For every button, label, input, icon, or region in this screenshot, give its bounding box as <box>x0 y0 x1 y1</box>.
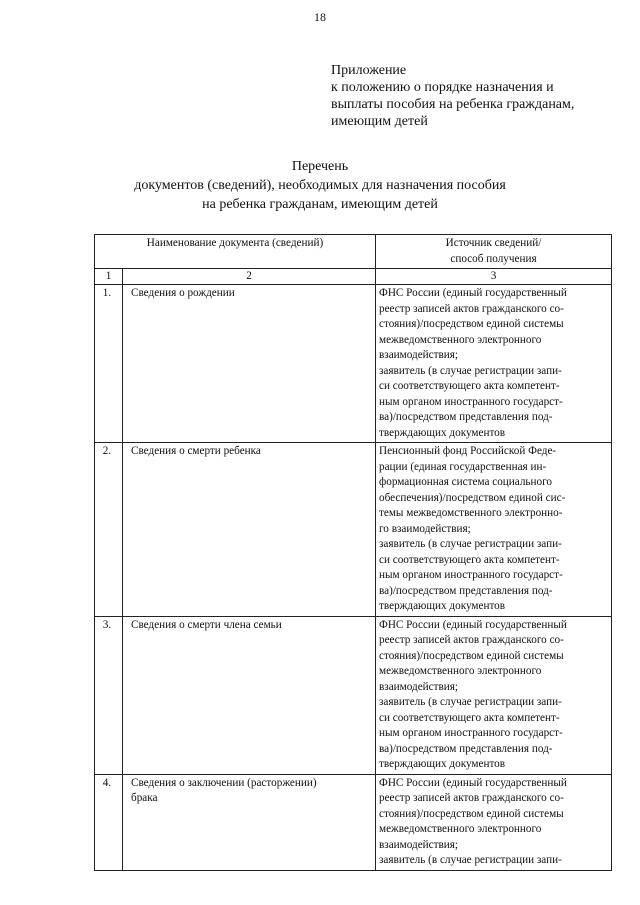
title-line: Перечень <box>291 159 349 174</box>
row-number: 2. <box>95 443 123 617</box>
source-line: Пенсионный фонд Российской Феде- <box>379 445 557 457</box>
source-line: межведомственного электронного <box>379 823 542 835</box>
column-numbers-row <box>95 269 612 285</box>
source-line: ва)/посредством представления под- <box>379 411 553 423</box>
source-line: заявитель (в случае регистрации запи- <box>379 364 562 377</box>
source-cell <box>376 443 612 617</box>
source-line: взаимодействия; <box>379 838 459 851</box>
document-title <box>60 157 580 214</box>
column-number: 2 <box>123 269 376 285</box>
source-line: взаимодействия; <box>379 349 459 361</box>
appendix-line: выплаты пособия на ребенка гражданам, <box>331 97 575 112</box>
appendix-heading <box>331 62 631 130</box>
source-line: межведомственного электронного <box>379 333 542 346</box>
table-header-row <box>95 235 612 269</box>
page-number: 18 <box>314 10 326 24</box>
source-line: ФНС России (единый государственный <box>379 776 567 789</box>
table-row <box>95 616 612 774</box>
source-line: ным органом иностранного государст- <box>379 727 563 739</box>
source-cell <box>376 616 612 774</box>
source-line: реестр записей актов гражданского со- <box>379 634 564 646</box>
source-line: реестр записей актов гражданского со- <box>379 792 564 804</box>
title-line: документов (сведений), необходимых для назначения пособия <box>134 178 506 193</box>
source-line: темы межведомственного электронно- <box>379 507 563 519</box>
appendix-line: Приложение <box>331 63 407 78</box>
header-source-line: Источник сведений/ <box>445 237 542 249</box>
header-source-line: способ получения <box>450 252 537 265</box>
source-line: си соответствующего акта компетент- <box>379 711 560 724</box>
column-number: 3 <box>376 269 612 285</box>
column-number: 1 <box>95 269 123 285</box>
row-number: 4. <box>95 774 123 870</box>
appendix-line: имеющим детей <box>331 114 428 129</box>
table-row <box>95 443 612 617</box>
document-name-line: Сведения о заключении (расторжении) <box>131 776 317 789</box>
source-line: стояния)/посредством единой системы <box>379 649 564 662</box>
source-line: ва)/посредством представления под- <box>379 742 553 755</box>
row-number: 3. <box>95 616 123 774</box>
source-line: ва)/посредством представления под- <box>379 584 553 597</box>
source-line: межведомственного электронного <box>379 665 542 677</box>
document-name: Сведения о рождении <box>123 285 376 443</box>
title-line: на ребенка гражданам, имеющим детей <box>202 197 438 212</box>
source-line: тверждающих документов <box>379 426 506 439</box>
source-line: заявитель (в случае регистрации запи- <box>379 538 562 550</box>
source-line: реестр записей актов гражданского со- <box>379 302 564 315</box>
source-line: тверждающих документов <box>379 758 506 770</box>
source-line: го взаимодействия; <box>379 522 471 535</box>
source-line: взаимодействия; <box>379 680 459 693</box>
source-line: си соответствующего акта компетент- <box>379 380 560 392</box>
table-row <box>95 774 612 870</box>
document-name: Сведения о смерти ребенка <box>123 443 376 617</box>
appendix-line: к положению о порядке назначения и <box>331 80 554 95</box>
row-number: 1. <box>95 285 123 443</box>
document-name-line: брака <box>131 792 158 804</box>
source-line: тверждающих документов <box>379 600 506 612</box>
source-line: си соответствующего акта компетент- <box>379 553 560 566</box>
source-line: рации (единая государственная ин- <box>379 460 547 473</box>
source-line: ФНС России (единый государственный <box>379 287 567 299</box>
document-name <box>123 774 376 870</box>
source-line: ным органом иностранного государст- <box>379 395 563 408</box>
header-source <box>376 235 612 269</box>
source-cell <box>376 774 612 870</box>
source-line: стояния)/посредством единой системы <box>379 807 564 820</box>
source-cell <box>376 285 612 443</box>
source-line: заявитель (в случае регистрации запи- <box>379 854 562 866</box>
source-line: ным органом иностранного государст- <box>379 569 563 581</box>
source-line: стояния)/посредством единой системы <box>379 318 564 330</box>
source-line: ФНС России (единый государственный <box>379 618 567 631</box>
source-line: обеспечения)/посредством единой сис- <box>379 491 566 504</box>
header-document-name: Наименование документа (сведений) <box>95 235 376 269</box>
table-row <box>95 285 612 443</box>
source-line: формационная система социального <box>379 476 552 488</box>
source-line: заявитель (в случае регистрации запи- <box>379 696 562 708</box>
documents-table <box>94 234 612 871</box>
document-name: Сведения о смерти члена семьи <box>123 616 376 774</box>
